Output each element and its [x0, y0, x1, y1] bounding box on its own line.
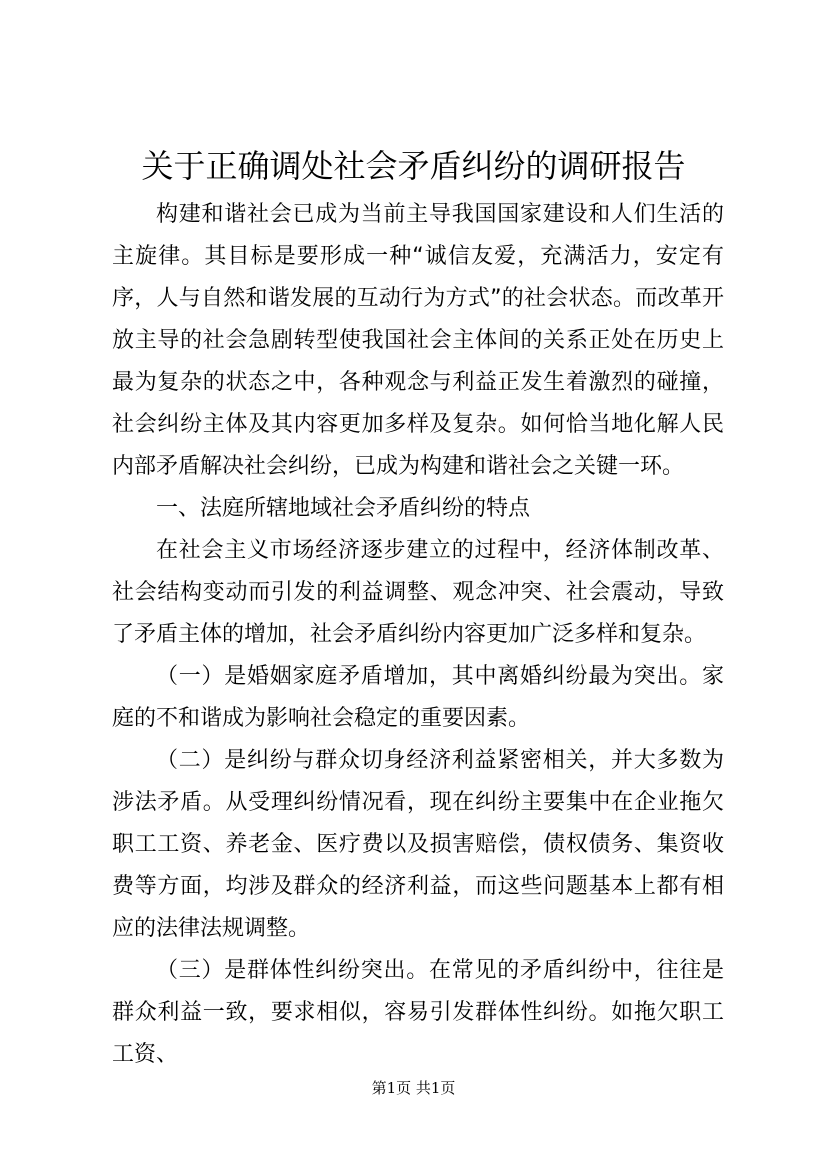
document-body	[112, 194, 724, 1076]
paragraph: （三）是群体性纠纷突出。在常见的矛盾纠纷中，往往是群众利益一致，要求相似，容易引发群体性纠纷。如拖欠职工工资、	[112, 958, 724, 1067]
paragraph: （二）是纠纷与群众切身经济利益紧密相关，并大多数为涉法矛盾。从受理纠纷情况看，现在纠纷主要集中在企业拖欠职工工资、养老金、医疗费以及损害赔偿，债权债务、集资收费等方面，均涉及群众的经济利益，而这些问题基本上都有相应的法律法规调整。	[112, 748, 724, 941]
paragraph: （一）是婚姻家庭矛盾增加，其中离婚纠纷最为突出。家庭的不和谐成为影响社会稳定的重要因素。	[112, 664, 724, 731]
page-footer: 第1页 共1页	[371, 1079, 456, 1097]
document-title: 关于正确调处社会矛盾纠纷的调研报告	[141, 147, 686, 185]
section-heading: 一、法庭所辖地域社会矛盾纠纷的特点	[156, 496, 531, 521]
paragraph: 构建和谐社会已成为当前主导我国国家建设和人们生活的主旋律。其目标是要形成一种“诚信友爱，充满活力，安定有序，人与自然和谐发展的互动行为方式”的社会状态。而改革开放主导的社会急剧转型使我国社会主体间的关系正处在历史上最为复杂的状态之中，各种观念与利益正发生着激烈的碰撞，社会纠纷主体及其内容更加多样及复杂。如何恰当地化解人民内部矛盾解决社会纠纷，已成为构建和谐社会之关键一环。	[112, 202, 724, 479]
paragraph: 在社会主义市场经济逐步建立的过程中，经济体制改革、社会结构变动而引发的利益调整、观念冲突、社会震动，导致了矛盾主体的增加，社会矛盾纠纷内容更加广泛多样和复杂。	[112, 538, 724, 647]
